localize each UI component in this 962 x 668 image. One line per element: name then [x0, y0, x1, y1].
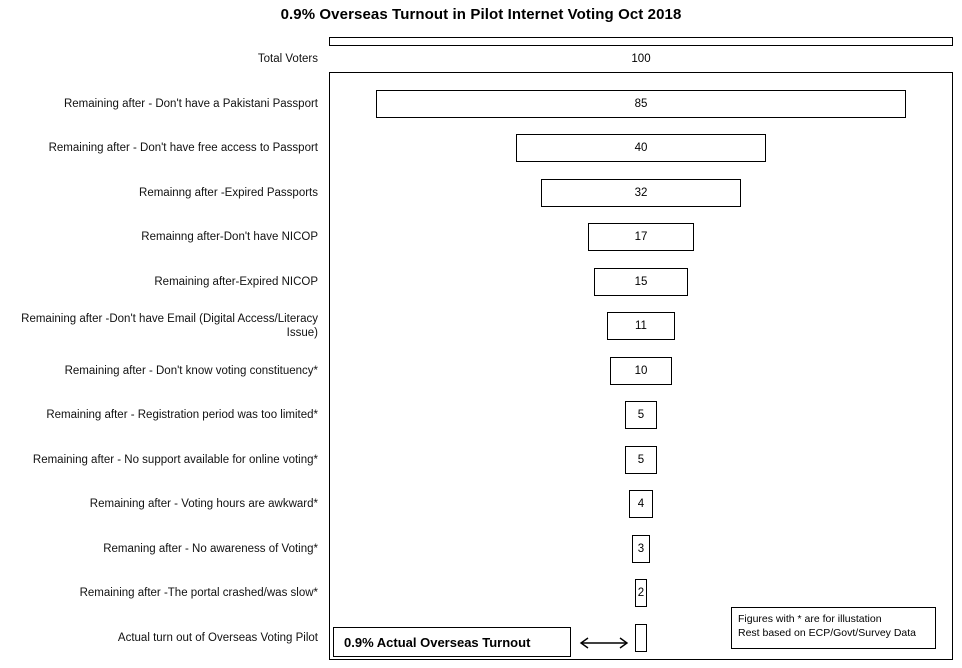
- bar-value-label: 5: [637, 453, 645, 466]
- bar-track: [329, 37, 953, 82]
- category-label: Remaning after - No awareness of Voting*: [103, 542, 318, 555]
- funnel-row: [0, 393, 962, 438]
- funnel-bar: [541, 179, 741, 207]
- funnel-bar: [610, 357, 672, 385]
- bar-value-label: 100: [631, 53, 651, 66]
- category-label: Remaining after -Don't have Email (Digital Access/Literacy Issue): [21, 313, 318, 340]
- bar-value-label: 2: [637, 587, 645, 600]
- bar-value-label: 11: [635, 320, 647, 333]
- funnel-bar: [632, 535, 651, 563]
- funnel-bar: [329, 45, 953, 73]
- bar-value-label: 17: [634, 231, 648, 244]
- funnel-bar: [376, 90, 906, 118]
- funnel-bar: [516, 134, 766, 162]
- funnel-row: [0, 37, 962, 82]
- funnel-row: [0, 349, 962, 394]
- category-label: Remaining after - Don't know voting constituency*: [64, 364, 318, 377]
- category-label: Actual turn out of Overseas Voting Pilot: [117, 631, 318, 644]
- turnout-callout-box: [333, 627, 571, 657]
- funnel-bar: [635, 579, 647, 607]
- bar-value-label: 32: [634, 186, 648, 199]
- bar-value-label: 4: [637, 498, 645, 511]
- bar-value-label: 40: [634, 142, 648, 155]
- funnel-bar: [629, 490, 654, 518]
- category-label: Remaining after - No support available for online voting*: [32, 453, 318, 466]
- bar-track: [329, 82, 953, 127]
- note-line-2: Rest based on ECP/Govt/Survey Data: [738, 627, 917, 639]
- bar-value-label: 85: [634, 97, 648, 110]
- bar-track: [329, 171, 953, 216]
- category-label: Remaining after - Voting hours are awkward*: [89, 498, 318, 511]
- funnel-row: [0, 260, 962, 305]
- turnout-callout-label: 0.9% Actual Overseas Turnout: [344, 634, 531, 650]
- category-label: Remaining after -The portal crashed/was slow*: [79, 587, 318, 600]
- bar-value-label: 3: [637, 542, 645, 555]
- category-label: Remainng after -Expired Passports: [139, 186, 318, 199]
- bar-track: [329, 215, 953, 260]
- funnel-row: [0, 82, 962, 127]
- note-line-1: Figures with * are for illustation: [738, 613, 882, 625]
- funnel-row: [0, 527, 962, 572]
- category-label: Remaining after-Expired NICOP: [154, 275, 318, 288]
- bar-track: [329, 393, 953, 438]
- funnel-bar: [625, 401, 656, 429]
- category-label: Total Voters: [257, 53, 318, 66]
- category-label: Remaining after - Registration period was too limited*: [46, 409, 318, 422]
- funnel-row: [0, 304, 962, 349]
- funnel-bar: [607, 312, 676, 340]
- bar-track: [329, 126, 953, 171]
- chart-title: 0.9% Overseas Turnout in Pilot Internet Voting Oct 2018: [280, 6, 682, 23]
- category-label: Remainng after-Don't have NICOP: [141, 231, 318, 244]
- bar-track: [329, 260, 953, 305]
- bar-value-label: 15: [634, 275, 648, 288]
- bar-track: [329, 304, 953, 349]
- funnel-bar: [625, 446, 656, 474]
- bar-value-label: 10: [634, 364, 648, 377]
- category-label: Remaining after - Don't have free access to Passport: [48, 142, 318, 155]
- double-arrow-icon: [576, 635, 632, 651]
- bar-track: [329, 482, 953, 527]
- bar-track: [329, 438, 953, 483]
- bar-track: [329, 349, 953, 394]
- funnel-row: [0, 482, 962, 527]
- category-label: Remaining after - Don't have a Pakistani Passport: [63, 97, 318, 110]
- funnel-bar: [588, 223, 694, 251]
- bar-track: [329, 527, 953, 572]
- funnel-row: [0, 171, 962, 216]
- funnel-row: [0, 438, 962, 483]
- funnel-row: [0, 215, 962, 260]
- bar-value-label: 5: [637, 409, 645, 422]
- note-box: [731, 607, 936, 649]
- funnel-bar: [594, 268, 688, 296]
- funnel-row: [0, 126, 962, 171]
